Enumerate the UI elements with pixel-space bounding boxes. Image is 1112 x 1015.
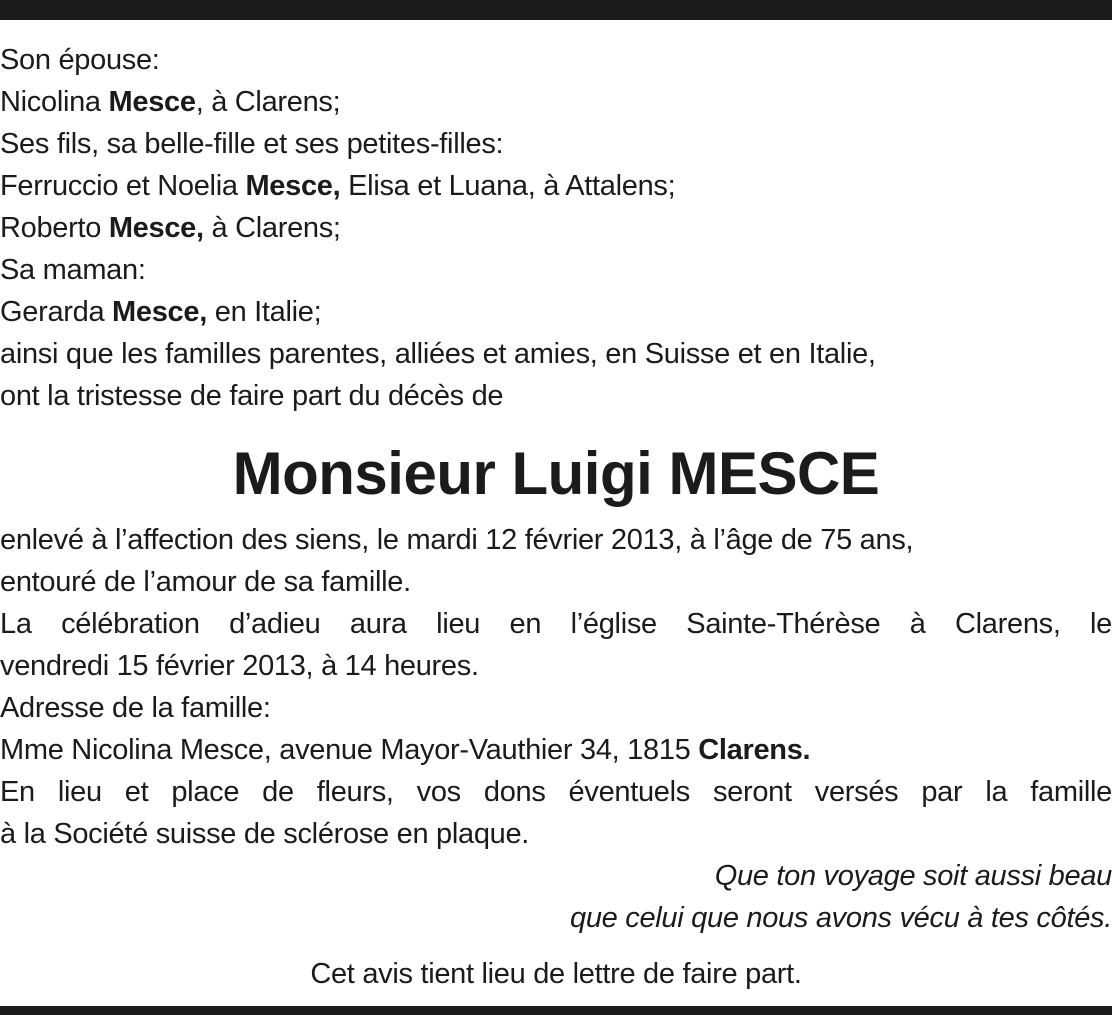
city-bold: Clarens. [698, 734, 811, 766]
text-segment: Roberto [0, 212, 109, 244]
details-line-4: vendredi 15 février 2013, à 14 heures. [0, 650, 479, 682]
text-segment: , à Clarens; [195, 86, 341, 118]
surname-bold: Mesce [108, 86, 196, 118]
family-line-3: Ses fils, sa belle-fille et ses petites-filles: [0, 128, 504, 160]
family-line-7 [0, 293, 1112, 331]
family-line-8: ainsi que les familles parentes, alliées et amies, en Suisse et en Italie, [0, 338, 876, 370]
details-line-1: enlevé à l’affection des siens, le mardi 12 février 2013, à l’âge de 75 ans, [0, 524, 914, 556]
text-segment: à Clarens; [203, 212, 341, 244]
deceased-name: Monsieur Luigi MESCE [232, 440, 880, 507]
epitaph-line-1: Que ton voyage soit aussi beau [714, 860, 1112, 892]
text-segment: Elisa et Luana, à Attalens; [340, 170, 676, 202]
family-line-6: Sa maman: [0, 254, 146, 286]
family-line-4 [0, 167, 1112, 205]
surname-bold: Mesce, [245, 170, 341, 202]
family-line-9: ont la tristesse de faire part du décès de [0, 380, 504, 412]
details-line-6 [0, 731, 1112, 769]
surname-bold: Mesce, [108, 212, 204, 244]
details-line-3: La célébration d’adieu aura lieu en l’église Sainte-Thérèse à Clarens, le [0, 608, 1112, 640]
closing-line: Cet avis tient lieu de lettre de faire part. [310, 958, 802, 990]
epitaph-line-2: que celui que nous avons vécu à tes côtés. [570, 902, 1112, 934]
text-segment: Nicolina [0, 86, 109, 118]
family-line-2 [0, 83, 1112, 121]
details-line-5: Adresse de la famille: [0, 692, 271, 724]
details-line-2: entouré de l’amour de sa famille. [0, 566, 411, 598]
family-line-1: Son épouse: [0, 44, 160, 76]
text-segment: en Italie; [206, 296, 322, 328]
top-rule [0, 0, 1112, 20]
surname-bold: Mesce, [112, 296, 207, 328]
text-segment: Ferruccio et Noelia [0, 170, 246, 202]
bottom-rule [0, 1006, 1112, 1015]
details-line-7: En lieu et place de fleurs, vos dons éventuels seront versés par la famille [0, 776, 1112, 808]
text-segment: Gerarda [0, 296, 113, 328]
family-line-5 [0, 209, 1112, 247]
text-segment: Mme Nicolina Mesce, avenue Mayor-Vauthier 34, 1815 [0, 734, 699, 766]
details-line-8: à la Société suisse de sclérose en plaque. [0, 818, 530, 850]
